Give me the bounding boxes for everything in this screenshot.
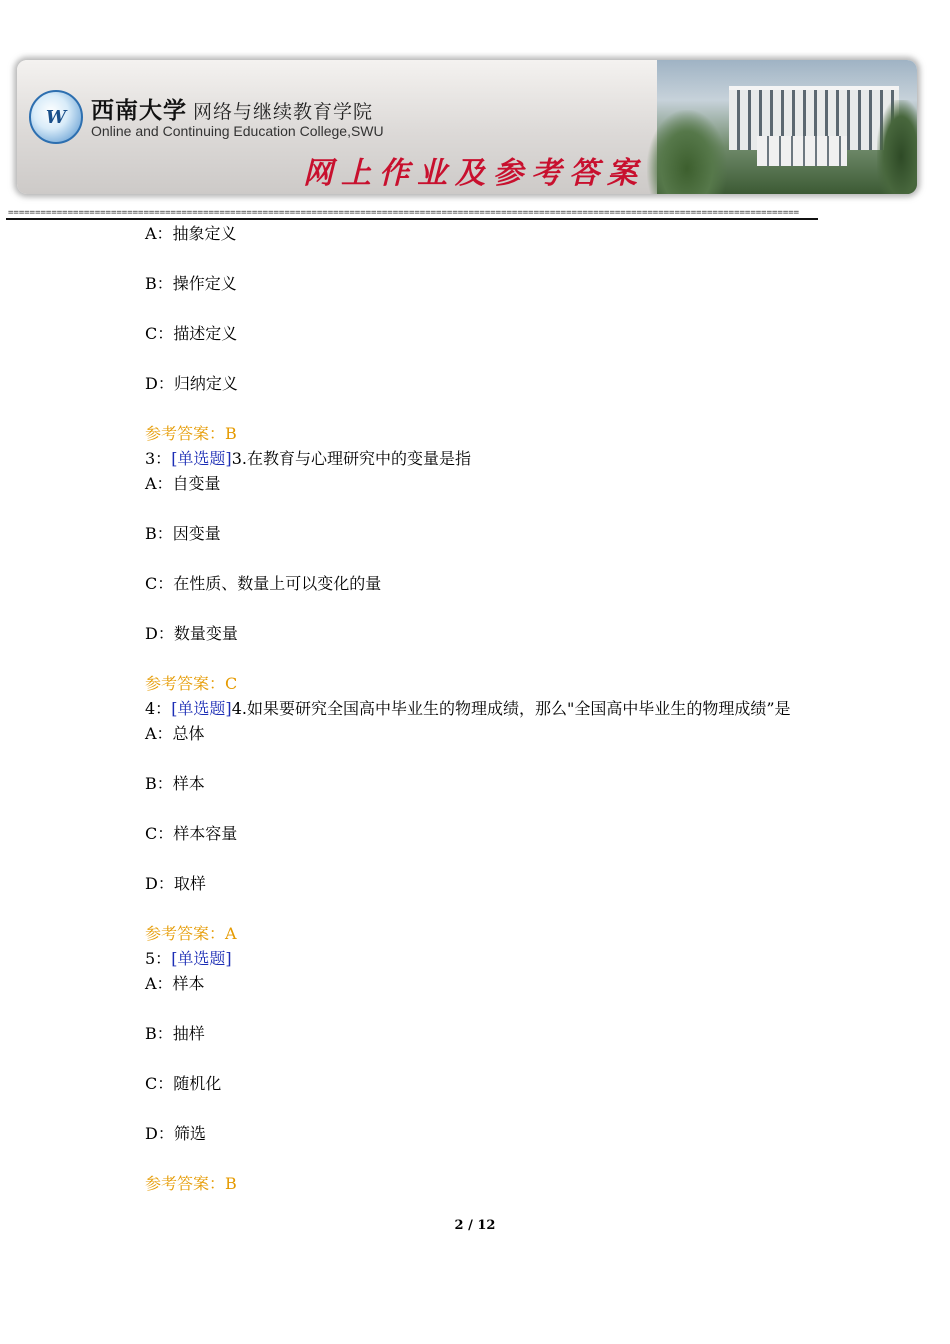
question-type-tag: [单选题] (171, 449, 232, 468)
option-a: A：总体 (145, 724, 205, 743)
option-c: C：随机化 (145, 1074, 222, 1093)
option-b: B：抽样 (145, 1024, 205, 1043)
option-c: C：在性质、数量上可以变化的量 (145, 574, 382, 593)
option-d: D：筛选 (145, 1124, 206, 1143)
option-a: A：抽象定义 (145, 224, 237, 243)
option-c: C：描述定义 (145, 324, 238, 343)
university-title: 西南大学 (91, 97, 187, 124)
question-number: 3： (145, 449, 172, 468)
separator-equals: ================================================================================================================================================== (8, 209, 800, 218)
option-a: A：自变量 (145, 474, 221, 493)
question-number: 4： (145, 699, 172, 718)
reference-answer: 参考答案：B (145, 1174, 237, 1193)
option-b: B：因变量 (145, 524, 221, 543)
question-text: 3.在教育与心理研究中的变量是指 (231, 449, 471, 468)
reference-answer: 参考答案：B (145, 424, 237, 443)
option-a: A：样本 (145, 974, 205, 993)
question-type-tag: [单选题] (171, 949, 232, 968)
separator-line (6, 218, 818, 220)
reference-answer: 参考答案：A (145, 924, 237, 943)
question-stem (145, 949, 232, 969)
option-b: B：操作定义 (145, 274, 237, 293)
option-b: B：样本 (145, 774, 205, 793)
banner-title: 网上作业及参考答案 (303, 156, 645, 191)
campus-photo (657, 60, 917, 194)
university-name (91, 92, 373, 125)
logo-monogram: W (45, 106, 67, 128)
college-english-name: Online and Continuing Education College,SWU (91, 123, 384, 139)
option-d: D：数量变量 (145, 624, 238, 643)
trees-right (877, 100, 917, 194)
question-number: 5： (145, 949, 172, 968)
question-text: 4.如果要研究全国高中毕业生的物理成绩，那么"全国高中毕业生的物理成绩”是 (231, 699, 791, 718)
option-d: D：归纳定义 (145, 374, 238, 393)
trees-left (647, 110, 727, 194)
option-c: C：样本容量 (145, 824, 238, 843)
building-lower (757, 136, 847, 166)
option-d: D：取样 (145, 874, 206, 893)
page-number: 2 / 12 (454, 1218, 496, 1233)
question-type-tag: [单选题] (171, 699, 232, 718)
reference-answer: 参考答案：C (145, 674, 238, 693)
question-stem (145, 449, 471, 469)
header-banner (17, 60, 917, 194)
question-stem (145, 699, 791, 719)
university-logo-icon (29, 90, 83, 144)
college-name: 网络与继续教育学院 (193, 101, 374, 123)
